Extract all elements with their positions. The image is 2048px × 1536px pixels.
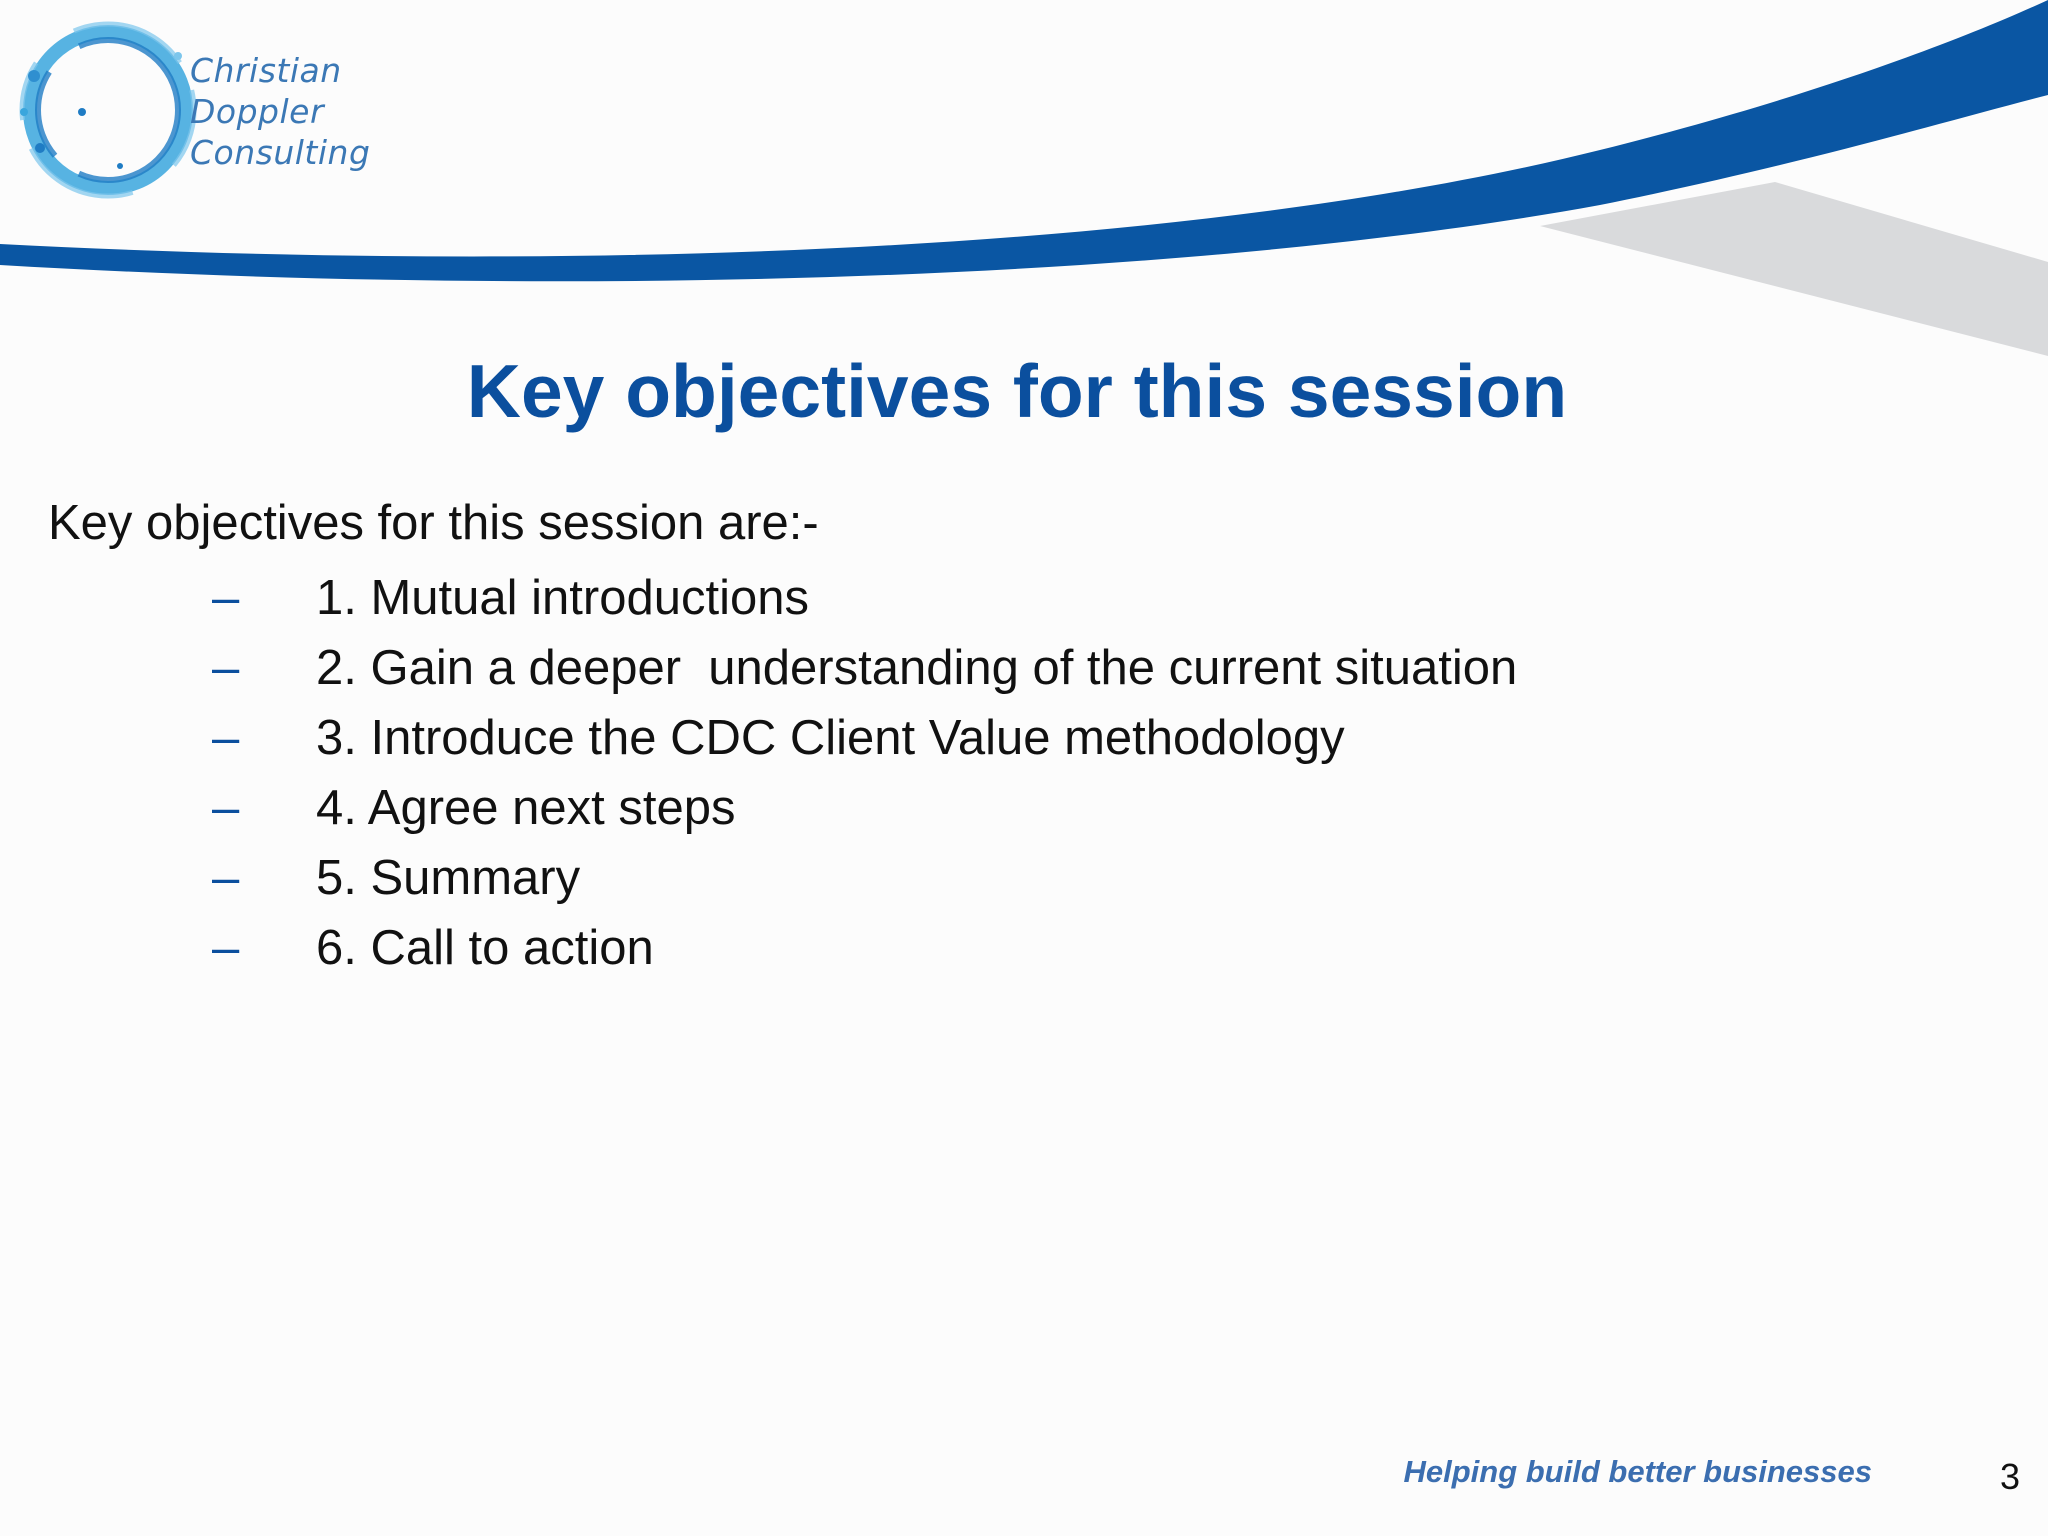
objective-text: 5. Summary [316, 851, 581, 905]
bullet-dash: – [212, 711, 240, 765]
objectives-list [0, 563, 1700, 983]
company-logo [10, 16, 380, 206]
objective-item [0, 703, 1700, 773]
bullet-dash: – [212, 921, 240, 975]
logo-wordmark [190, 50, 370, 173]
bullet-dash: – [212, 641, 240, 695]
slide-title: Key objectives for this session [466, 349, 1568, 433]
objective-item [0, 633, 1700, 703]
footer-tagline: Helping build better businesses [1403, 1454, 1872, 1489]
objective-text: 3. Introduce the CDC Client Value methodology [316, 711, 1345, 765]
logo-line-2: Doppler [190, 92, 325, 131]
objective-text: 2. Gain a deeper understanding of the current situation [316, 641, 1518, 695]
page-number: 3 [1999, 1456, 2020, 1497]
bullet-dash: – [212, 571, 240, 625]
bullet-dash: – [212, 781, 240, 835]
logo-ring-icon [10, 16, 200, 206]
objective-item [0, 773, 1700, 843]
objective-text: 4. Agree next steps [316, 781, 736, 835]
objective-item [0, 563, 1700, 633]
logo-line-3: Consulting [190, 133, 371, 172]
objective-item [0, 843, 1700, 913]
logo-line-1: Christian [190, 51, 342, 90]
bullet-dash: – [212, 851, 240, 905]
objective-item [0, 913, 1700, 983]
objective-text: 1. Mutual introductions [316, 571, 809, 625]
intro-text: Key objectives for this session are:- [48, 496, 819, 550]
swoosh-gray-band [1540, 182, 2048, 356]
objective-text: 6. Call to action [316, 921, 654, 975]
